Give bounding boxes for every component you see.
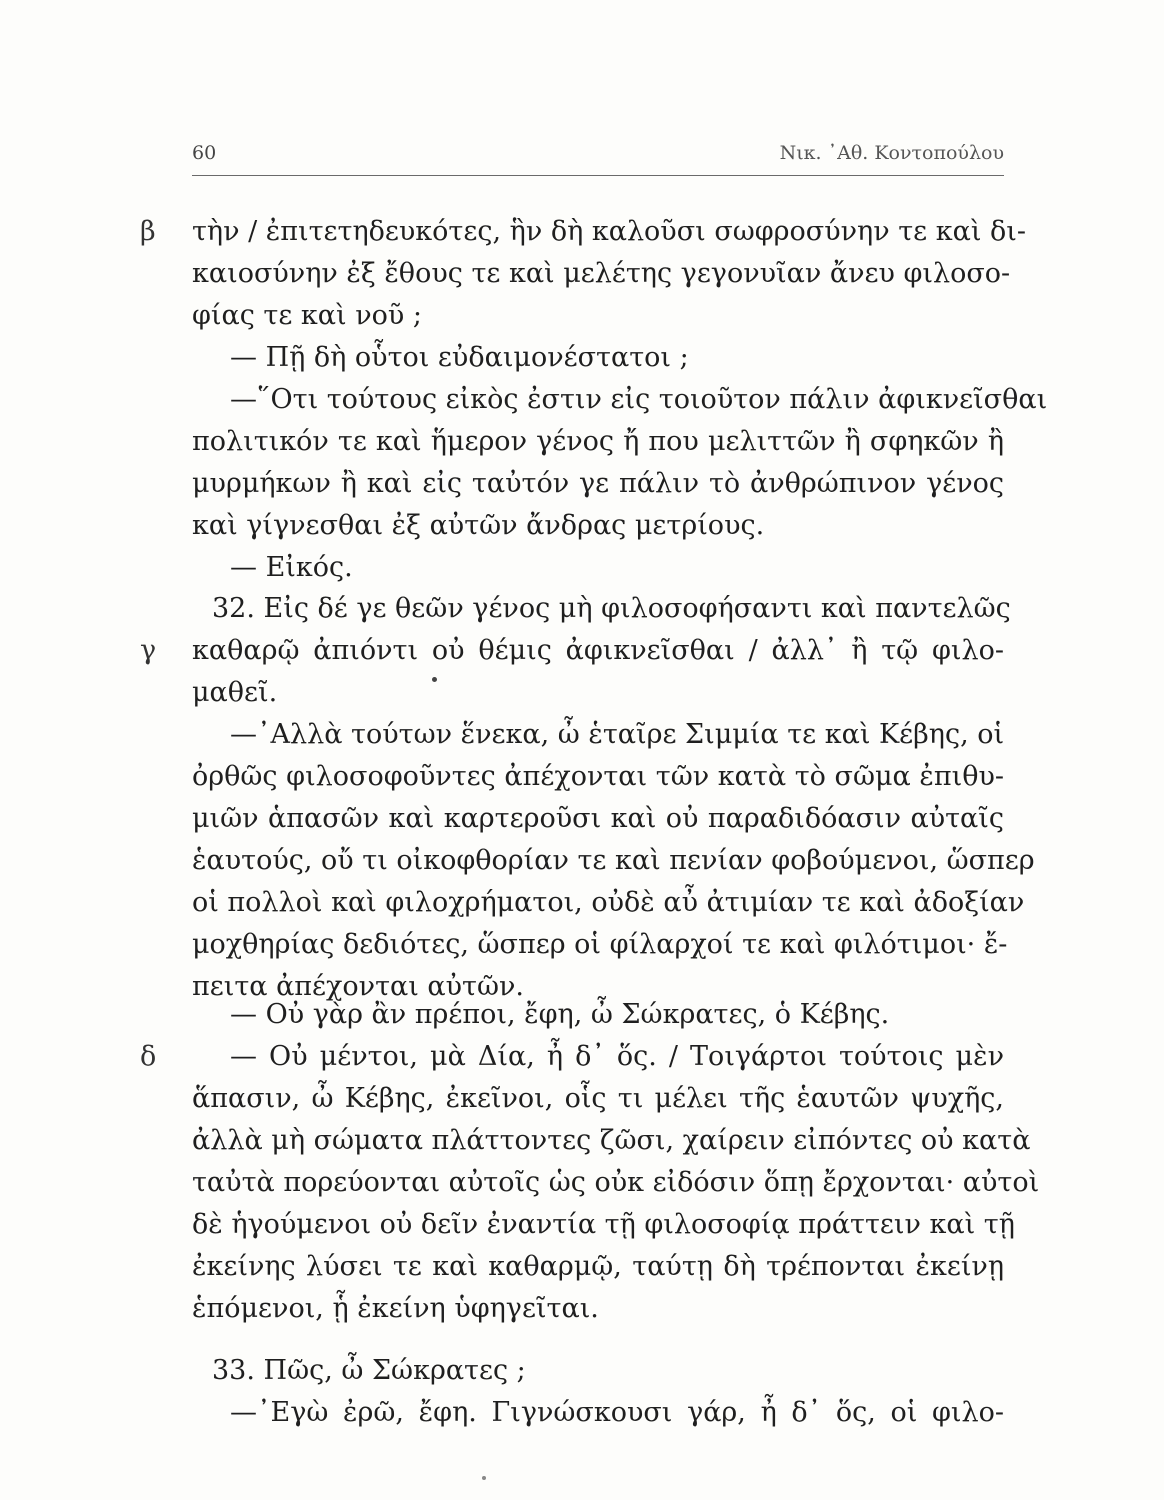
section-33-start: 33. Πῶς, ὦ Σώκρατες ; [212,1355,526,1386]
margin-letter-delta: δ [140,1041,157,1072]
text-line: μιῶν ἁπασῶν καὶ καρτεροῦσι καὶ οὐ παραδιδόασιν αὐταῖς [192,803,1004,834]
text-line: φίας τε καὶ νοῦ ; [192,300,422,331]
text-line: τὴν / ἐπιτετηδευκότες, ἣν δὴ καλοῦσι σωφροσύνην τε καὶ δι- [192,216,1026,247]
running-head: Νικ. ᾿Αθ. Κοντοπούλου [779,142,1004,164]
text-line: ἅπασιν, ὦ Κέβης, ἐκεῖνοι, οἷς τι μέλει τῆς ἑαυτῶν ψυχῆς, [192,1083,1004,1114]
text-line: ἀλλὰ μὴ σώματα πλάττοντες ζῶσι, χαίρειν εἰπόντες οὐ κατὰ [192,1125,1031,1156]
page-number: 60 [192,142,217,164]
text-line: ἐκείνης λύσει τε καὶ καθαρμῷ, ταύτῃ δὴ τρέπονται ἐκείνῃ [192,1251,1004,1282]
text-line: ὀρθῶς φιλοσοφοῦντες ἀπέχονται τῶν κατὰ τὸ σῶμα ἐπιθυ- [192,761,1004,792]
text-line: οἱ πολλοὶ καὶ φιλοχρήματοι, οὐδὲ αὖ ἀτιμίαν τε καὶ ἀδοξίαν [192,887,1025,918]
margin-letter-beta: β [140,216,156,247]
text-line: — Εἰκός. [230,552,353,583]
text-line: καθαρῷ ἀπιόντι οὐ θέμις ἀφικνεῖσθαι / ἀλλ᾽ ἢ τῷ φιλο- [192,635,1004,666]
page-header [192,138,1004,168]
section-32-start: 32. Εἰς δέ γε θεῶν γένος μὴ φιλοσοφήσαντι καὶ παντελῶς [212,593,1011,624]
text-line: καιοσύνην ἐξ ἔθους τε καὶ μελέτης γεγονυῖαν ἄνευ φιλοσο- [192,258,1011,289]
text-line: ταὐτὰ πορεύονται αὐτοῖς ὡς οὐκ εἰδόσιν ὅπῃ ἔρχονται· αὐτοὶ [192,1167,1040,1198]
text-line: —᾽Αλλὰ τούτων ἕνεκα, ὦ ἑταῖρε Σιμμία τε καὶ Κέβης, οἱ [230,719,1005,750]
header-rule [192,175,1004,176]
text-line: — Οὐ μέντοι, μὰ Δία, ἦ δ᾽ ὅς. / Τοιγάρτοι τούτοις μὲν [230,1041,1004,1072]
text-line: —῞Οτι τούτους εἰκὸς ἐστιν εἰς τοιοῦτον πάλιν ἀφικνεῖσθαι [230,384,1048,415]
text-line: — Οὐ γὰρ ἂν πρέποι, ἔφη, ὦ Σώκρατες, ὁ Κέβης. [230,999,890,1030]
text-line: ἑπόμενοι, ᾗ ἐκείνη ὑφηγεῖται. [192,1293,599,1324]
ink-speck [432,677,437,682]
margin-letter-gamma: γ [140,635,157,666]
ink-speck [482,1476,486,1480]
text-line: — Πῇ δὴ οὗτοι εὐδαιμονέστατοι ; [230,342,689,373]
text-line: ἑαυτούς, οὔ τι οἰκοφθορίαν τε καὶ πενίαν φοβούμενοι, ὥσπερ [192,845,1035,876]
text-line: πειτα ἀπέχονται αὐτῶν. [192,971,525,1002]
text-line: μοχθηρίας δεδιότες, ὥσπερ οἱ φίλαρχοί τε καὶ φιλότιμοι· ἔ- [192,929,1008,960]
text-line: πολιτικόν τε καὶ ἥμερον γένος ἤ που μελιττῶν ἢ σφηκῶν ἢ [192,426,1004,457]
text-line: μυρμήκων ἢ καὶ εἰς ταὐτόν γε πάλιν τὸ ἀνθρώπινον γένος [192,468,1004,499]
text-line: δὲ ἡγούμενοι οὐ δεῖν ἐναντία τῇ φιλοσοφίᾳ πράττειν καὶ τῇ [192,1209,1015,1240]
text-line: —᾽Εγὼ ἐρῶ, ἔφη. Γιγνώσκουσι γάρ, ἦ δ᾽ ὅς, οἱ φιλο- [230,1397,1004,1428]
text-line: μαθεῖ. [192,677,278,708]
text-line: καὶ γίγνεσθαι ἐξ αὐτῶν ἄνδρας μετρίους. [192,510,765,541]
